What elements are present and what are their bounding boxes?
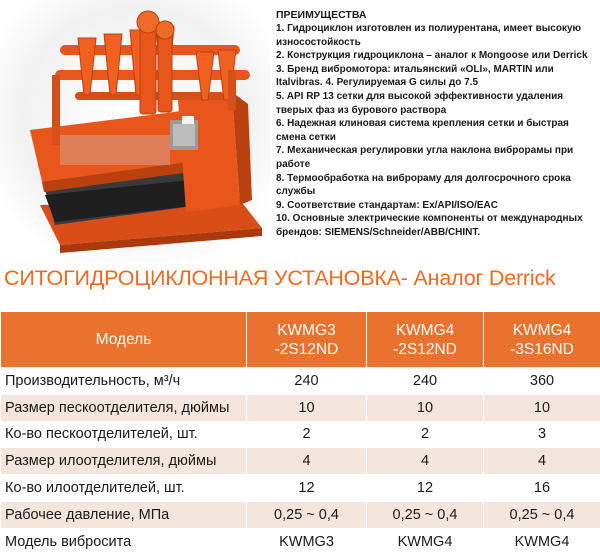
row-label: Модель вибросита [1, 528, 247, 555]
table-cell: KWMG3 [247, 528, 367, 555]
table-cell: 0,25 ~ 0,4 [484, 501, 600, 528]
feature-item: 3. Бренд вибромотора: итальянский «OLI», MARTIN или Italvibras. 4. Регулируемая G силы до 7.5 [276, 63, 554, 89]
table-row [1, 421, 600, 448]
table-row [1, 528, 600, 555]
product-photo [0, 0, 270, 262]
table-cell: 2 [247, 421, 367, 448]
row-label: Производительность, м³/ч [1, 368, 247, 395]
table-row [1, 448, 600, 475]
table-cell: 10 [247, 394, 367, 421]
table-cell: KWMG4 [484, 528, 600, 555]
table-row [1, 501, 600, 528]
specs-table [0, 311, 600, 555]
table-cell: 4 [484, 448, 600, 475]
table-cell: 2 [367, 421, 484, 448]
table-cell: 4 [247, 448, 367, 475]
row-label: Рабочее давление, МПа [1, 501, 247, 528]
table-cell: 10 [367, 394, 484, 421]
table-cell: 10 [484, 394, 600, 421]
feature-item: 7. Механическая регулировки угла наклона виброрамы при работе [276, 145, 574, 170]
row-label: Ко-во илоотделителей, шт. [1, 475, 247, 502]
table-cell: 240 [247, 368, 367, 395]
row-label: Размер пескоотделителя, дюймы [1, 394, 247, 421]
table-cell: 240 [367, 368, 484, 395]
feature-item: 5. API RP 13 сетки для высокой эффективности удаления тверых фаз из бурового раствора [276, 90, 564, 116]
feature-item: 9. Соответствие стандартам: Ex/API/ISO/EAC [276, 199, 498, 211]
feature-item: 1. Гидроциклон изготовлен из полиурентана, имеет высокую износостойкость [276, 23, 582, 48]
table-cell: 0,25 ~ 0,4 [247, 501, 367, 528]
model-name: KWMG4 [512, 321, 572, 339]
table-row [1, 475, 600, 502]
model-suffix: -2S12ND [393, 340, 457, 358]
table-row [1, 394, 600, 421]
feature-item: 10. Основные электрические компоненты от международных брендов: SIEMENS/Schneider/ABB/CHINT. [276, 213, 583, 238]
table-cell: KWMG4 [367, 528, 484, 555]
features-panel [276, 8, 598, 240]
table-header-row [1, 312, 600, 368]
table-cell: 16 [484, 475, 600, 502]
features-title: ПРЕИМУЩЕСТВА [276, 9, 367, 21]
table-cell: 3 [484, 421, 600, 448]
table-cell: 12 [247, 475, 367, 502]
column-header [367, 312, 484, 368]
column-header [484, 312, 600, 368]
features-list [276, 22, 598, 240]
model-suffix: -2S12ND [274, 340, 339, 358]
table-row [1, 368, 600, 395]
feature-item: 8. Термообработка на виброраму для долгосрочного срока службы [276, 172, 571, 198]
model-name: KWMG4 [395, 321, 455, 339]
row-label: Ко-во пескоотделителей, шт. [1, 421, 247, 448]
column-header [247, 312, 367, 368]
model-suffix: -3S16ND [510, 340, 574, 358]
feature-item: 2. Конструкция гидроциклона – аналог к Mongoose или Derrick [276, 50, 588, 62]
model-name: KWMG3 [277, 321, 336, 339]
feature-item: 6. Надежная клиновая система крепления сетки и быстрая смена сетки [276, 118, 569, 143]
table-cell: 4 [367, 448, 484, 475]
table-cell: 360 [484, 368, 600, 395]
row-label: Размер илоотделителя, дюймы [1, 448, 247, 475]
mud-cleaner-illustration [0, 0, 270, 262]
page-title: СИТОГИДРОЦИКЛОННАЯ УСТАНОВКА- Аналог Derrick [4, 266, 556, 290]
column-header-model: Модель [1, 312, 247, 368]
table-cell: 0,25 ~ 0,4 [367, 501, 484, 528]
table-cell: 12 [367, 475, 484, 502]
